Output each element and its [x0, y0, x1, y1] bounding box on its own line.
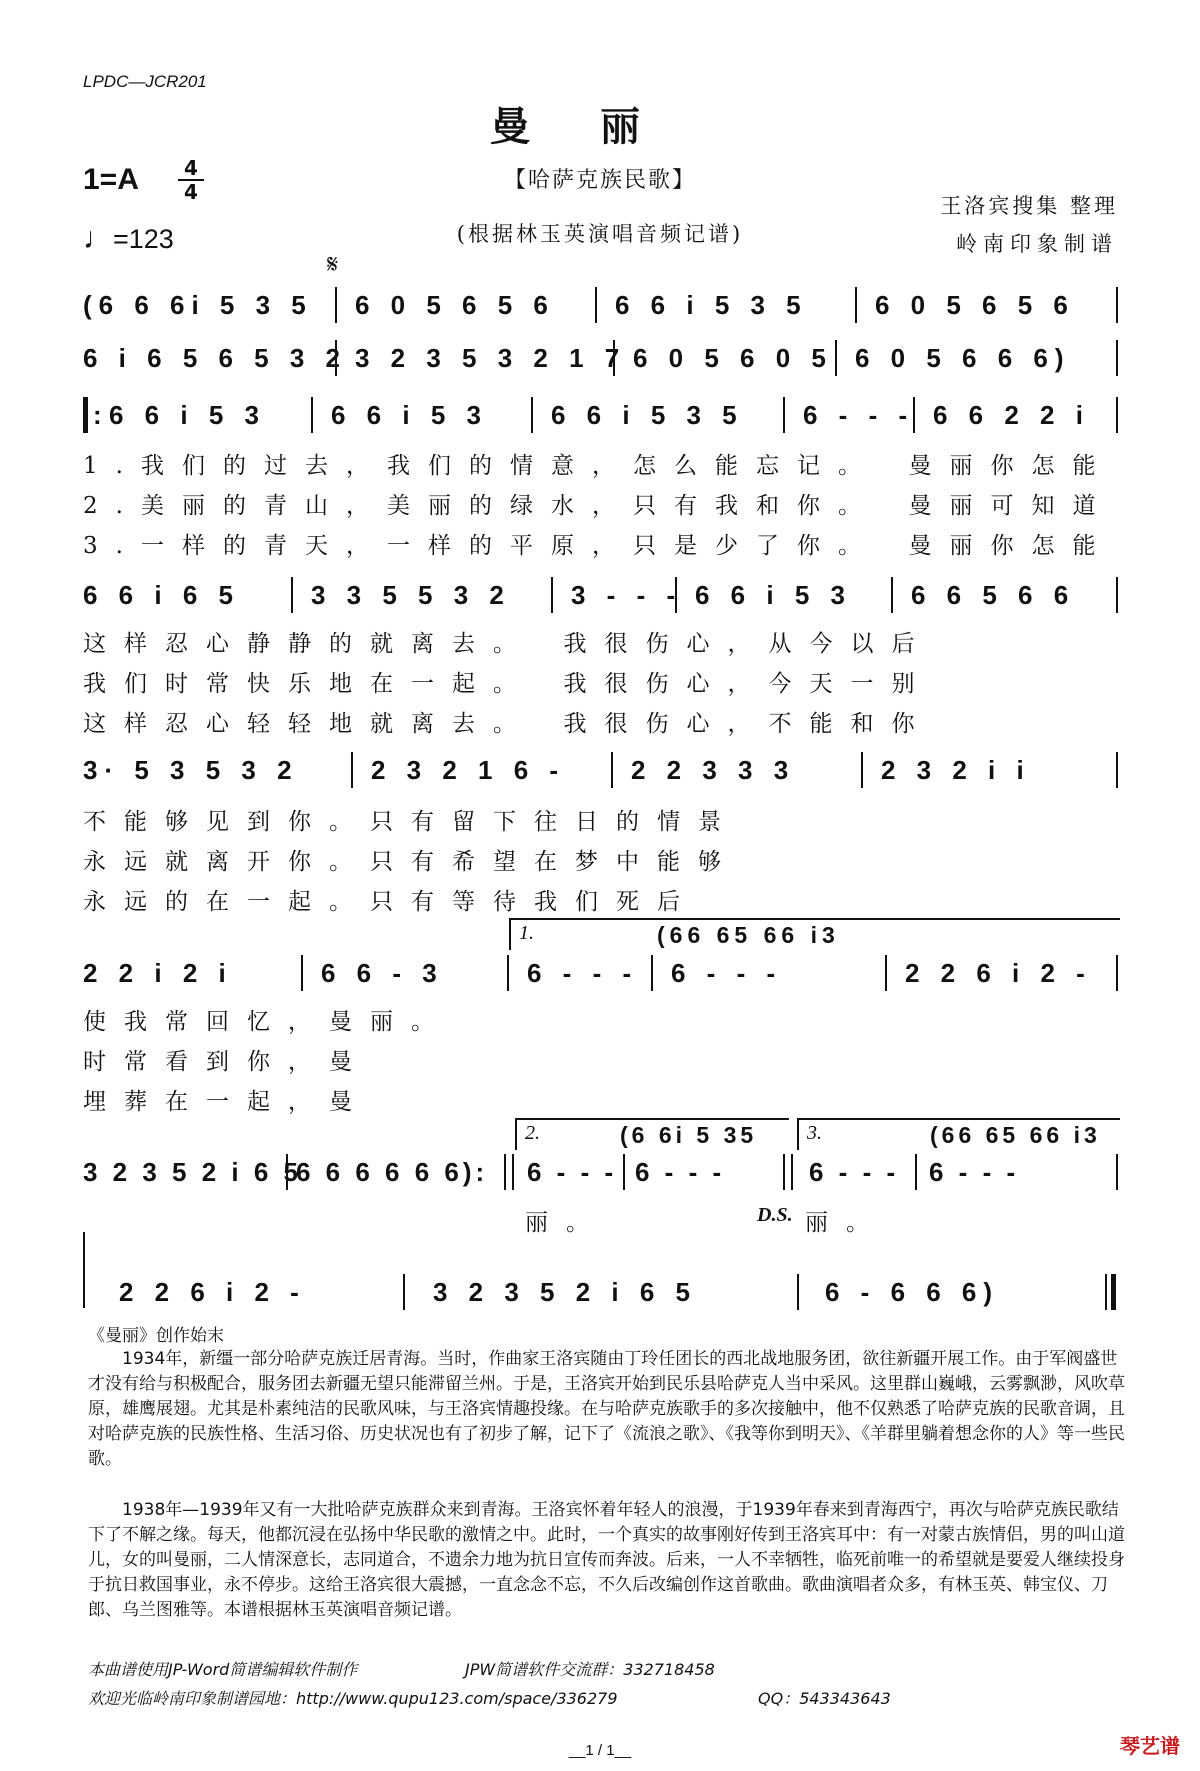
- barline: [335, 340, 337, 376]
- lyric-line-verse-3: 3.一样的青天，一样的平原，只是少了你。 曼丽你怎能: [83, 533, 1114, 559]
- measure: 6 - - -: [809, 1157, 900, 1187]
- measure: 6 0 5 6 6 6): [855, 343, 1071, 373]
- lyric-line-verse-1: 这样忍心静静的就离去。 我很伤心，从今以后: [83, 631, 933, 657]
- barline: [915, 1154, 917, 1190]
- barline: [595, 287, 597, 323]
- measure: 3 2 3 5 3 2 1 7: [355, 343, 627, 373]
- notes-heading: 《曼丽》创作始末: [88, 1326, 224, 1346]
- measure: 2 3 2 1 6 -: [371, 755, 566, 785]
- lyric-line-verse-2: 时常看到你，曼: [83, 1049, 370, 1075]
- measure: 6 6 2 2 i: [933, 400, 1090, 430]
- barline: [335, 287, 337, 323]
- measure: 6 - 6 6 6): [825, 1277, 1000, 1307]
- song-title: 曼丽: [490, 103, 710, 150]
- barline: [1116, 955, 1118, 991]
- staff-row-8: [83, 1272, 1118, 1312]
- footer-site: 欢迎光临岭南印象制谱园地：http://www.qupu123.com/space/336279: [88, 1689, 618, 1708]
- measure: 6 6 i 5 3 5: [551, 400, 744, 430]
- barline: [885, 955, 887, 991]
- measure: (6 6 6i 5 3 5: [83, 290, 313, 320]
- measure: 6 - - -: [635, 1157, 726, 1187]
- barline: [891, 577, 893, 613]
- measure: 6 i 6 5 6 5 3 2: [83, 343, 348, 373]
- staff-row-2: [83, 338, 1118, 378]
- measure: 6 6 5 6 6: [911, 580, 1076, 610]
- barline: [791, 1154, 793, 1190]
- barline: [783, 397, 785, 433]
- lyric-line-verse-1: 不能够见到你。只有留下往日的情景: [83, 809, 739, 835]
- accompaniment-fill: (66 65 66 i3: [657, 922, 840, 948]
- barline: [1116, 1154, 1118, 1190]
- measure: 3 - - -: [571, 580, 683, 610]
- collector-credit: 王洛宾搜集 整理: [940, 194, 1118, 218]
- page-number: __1 / 1__: [568, 1742, 632, 1759]
- staff-row-4: [83, 575, 1118, 615]
- barline: [611, 752, 613, 788]
- barline: [835, 340, 837, 376]
- barline: [1116, 340, 1118, 376]
- barline: [675, 577, 677, 613]
- measure: 6 - - -: [929, 1157, 1020, 1187]
- measure: 2 2 i 2 i: [83, 958, 233, 988]
- final-barline: [1105, 1274, 1107, 1310]
- repeat-dots: :: [93, 400, 109, 430]
- lyric-line-verse-2: 永远就离开你。只有希望在梦中能够: [83, 849, 739, 875]
- measure: 6 0 5 6 5 6: [355, 290, 555, 320]
- staff-row-1: [83, 285, 1118, 325]
- score-code: LPDC—JCR201: [83, 72, 207, 91]
- site-logo: 琴艺谱: [1120, 1734, 1180, 1758]
- measure: 2 3 2 i i: [881, 755, 1031, 785]
- notes-paragraph-2: 1938年—1939年又有一大批哈萨克族群众来到青海。王洛宾怀着年轻人的浪漫，于1939年春来到青海西宁，再次与哈萨克族民歌结下了不解之缘。每天，他都沉浸在弘扬中华民歌的激情之中。此时，一个真实的故事刚好传到王洛宾耳中：有一对蒙古族情侣，男的叫山道儿，女的叫曼丽，二人情深意长，志同道合，不遗余力地为抗日宣传而奔波。后来，一人不幸牺牲，临死前唯一的希望就是要爱人继续投身于抗日救国事业，永不停步。这给王洛宾很大震撼，一直念念不忘，不久后改编创作这首歌曲。歌曲演唱者众多，有林玉英、韩宝仪、刀郎、乌兰图雅等。本谱根据林玉英演唱音频记谱。: [88, 1500, 1125, 1620]
- lyric-line-verse-3: 埋葬在一起，曼: [83, 1089, 370, 1115]
- final-barline-thick: [1111, 1274, 1116, 1310]
- source-note: (根据林玉英演唱音频记谱): [456, 222, 744, 246]
- measure: 6 - - -: [527, 958, 639, 988]
- engraver-credit: 岭南印象制谱: [956, 232, 1118, 256]
- staff-row-6: [83, 953, 1118, 993]
- measure: 6 6 i 6 5: [83, 580, 240, 610]
- measure: 6 6 i 5 3: [331, 400, 488, 430]
- measure: 6 6 6 6 6 6):: [296, 1157, 489, 1187]
- lyric-line-verse-1: 使我常回忆，曼丽。: [83, 1009, 452, 1035]
- measure: 6 6 - 3: [321, 958, 444, 988]
- notes-paragraph-1: 1934年，新缰一部分哈萨克族迁居青海。当时，作曲家王洛宾随由丁玲任团长的西北战地服务团，欲往新疆开展工作。由于军阀盛世才没有给与积极配合，服务团去新疆无望只能滞留兰州。于是，王洛宾开始到民乐县哈萨克人当中采风。这里群山巍峨，云雾飘渺，风吹草原，雄鹰展翅。尤其是朴素纯洁的民歌风味，与王洛宾情趣投缘。在与哈萨克族歌手的多次接触中，他不仅熟悉了哈萨克族的民歌音调，且对哈萨克族的民族性格、生活习俗、历史状况也有了初步了解，记下了《流浪之歌》、《我等你到明天》、《羊群里躺着想念你的人》等一些民歌。: [88, 1349, 1125, 1469]
- repeat-start-barline: [83, 397, 88, 433]
- meter-top: 4: [184, 156, 198, 180]
- barline: [286, 1154, 288, 1190]
- measure: 6 6 i 5 3 5: [615, 290, 808, 320]
- measure: 6 6 i 5 3: [109, 400, 266, 430]
- measure: 2 2 3 3 3: [631, 755, 796, 785]
- accompaniment-fill: (6 6i 5 35: [620, 1122, 758, 1148]
- measure: 6 0 5 6 5 6: [875, 290, 1075, 320]
- measure: 6 - - -: [527, 1157, 618, 1187]
- barline: [797, 1274, 799, 1310]
- volta-number: 1.: [519, 922, 534, 944]
- lyric-line-verse-3: 永远的在一起。只有等待我们死后: [83, 889, 698, 915]
- footer-group: JPW简谱软件交流群：332718458: [465, 1660, 715, 1679]
- measure: 3 2 3 5 2 i 6 5: [433, 1277, 698, 1307]
- genre-label: 【哈萨克族民歌】: [503, 168, 696, 193]
- barline: [783, 1154, 785, 1190]
- barline: [613, 340, 615, 376]
- lyric-ending-2b: 丽。: [805, 1210, 887, 1236]
- barline: [351, 752, 353, 788]
- barline: [855, 287, 857, 323]
- barline: [1116, 577, 1118, 613]
- lyric-line-verse-1: 1.我们的过去，我们的情意，怎么能忘记。 曼丽你怎能: [83, 453, 1114, 479]
- measure: 6 - - -: [803, 400, 915, 430]
- barline: [531, 397, 533, 433]
- lyric-line-verse-2: 2.美丽的青山，美丽的绿水，只有我和你。 曼丽可知道: [83, 493, 1114, 519]
- meter-bottom: 4: [184, 180, 198, 204]
- barline: [504, 1154, 506, 1190]
- measure: 6 0 5 6 0 5: [633, 343, 833, 373]
- measure: 2 2 6 i 2 -: [905, 958, 1092, 988]
- staff-row-3: [83, 395, 1118, 435]
- quarter-note-icon: ♩: [83, 222, 113, 255]
- barline: [301, 955, 303, 991]
- tempo-value: =123: [113, 224, 174, 254]
- barline: [623, 1154, 625, 1190]
- staff-row-7: [83, 1152, 1118, 1192]
- barline: [1116, 752, 1118, 788]
- barline: [291, 577, 293, 613]
- barline: [311, 397, 313, 433]
- measure: 3· 5 3 5 3 2: [83, 755, 299, 785]
- key-signature: 1=A: [83, 163, 139, 196]
- barline: [403, 1274, 405, 1310]
- barline: [651, 955, 653, 991]
- volta-number: 3.: [807, 1122, 822, 1144]
- system-barline: [83, 1232, 85, 1308]
- measure: 6 - - -: [671, 958, 783, 988]
- barline: [512, 1154, 514, 1190]
- barline: [551, 577, 553, 613]
- measure: 2 2 6 i 2 -: [119, 1277, 306, 1307]
- lyric-line-verse-3: 这样忍心轻轻地就离去。 我很伤心，不能和你: [83, 711, 933, 737]
- barline: [1116, 287, 1118, 323]
- lyric-line-verse-2: 我们时常快乐地在一起。 我很伤心，今天一别: [83, 671, 933, 697]
- dal-segno-mark: D.S.: [757, 1204, 793, 1226]
- measure: 3 3 5 5 3 2: [311, 580, 511, 610]
- lyric-ending-2: 丽。: [525, 1210, 607, 1236]
- barline: [507, 955, 509, 991]
- volta-number: 2.: [525, 1122, 540, 1144]
- barline: [861, 752, 863, 788]
- barline: [1116, 397, 1118, 433]
- staff-row-5: [83, 750, 1118, 790]
- segno-icon: 𝄋: [327, 250, 339, 280]
- measure: 6 6 i 5 3: [695, 580, 852, 610]
- barline: [913, 397, 915, 433]
- footer-qq: QQ：543343643: [758, 1689, 891, 1708]
- measure: 3 2 3 5 2 i 6 5: [83, 1157, 303, 1187]
- footer-software: 本曲谱使用JP-Word简谱编辑软件制作: [88, 1660, 358, 1679]
- accompaniment-fill: (66 65 66 i3: [930, 1122, 1101, 1148]
